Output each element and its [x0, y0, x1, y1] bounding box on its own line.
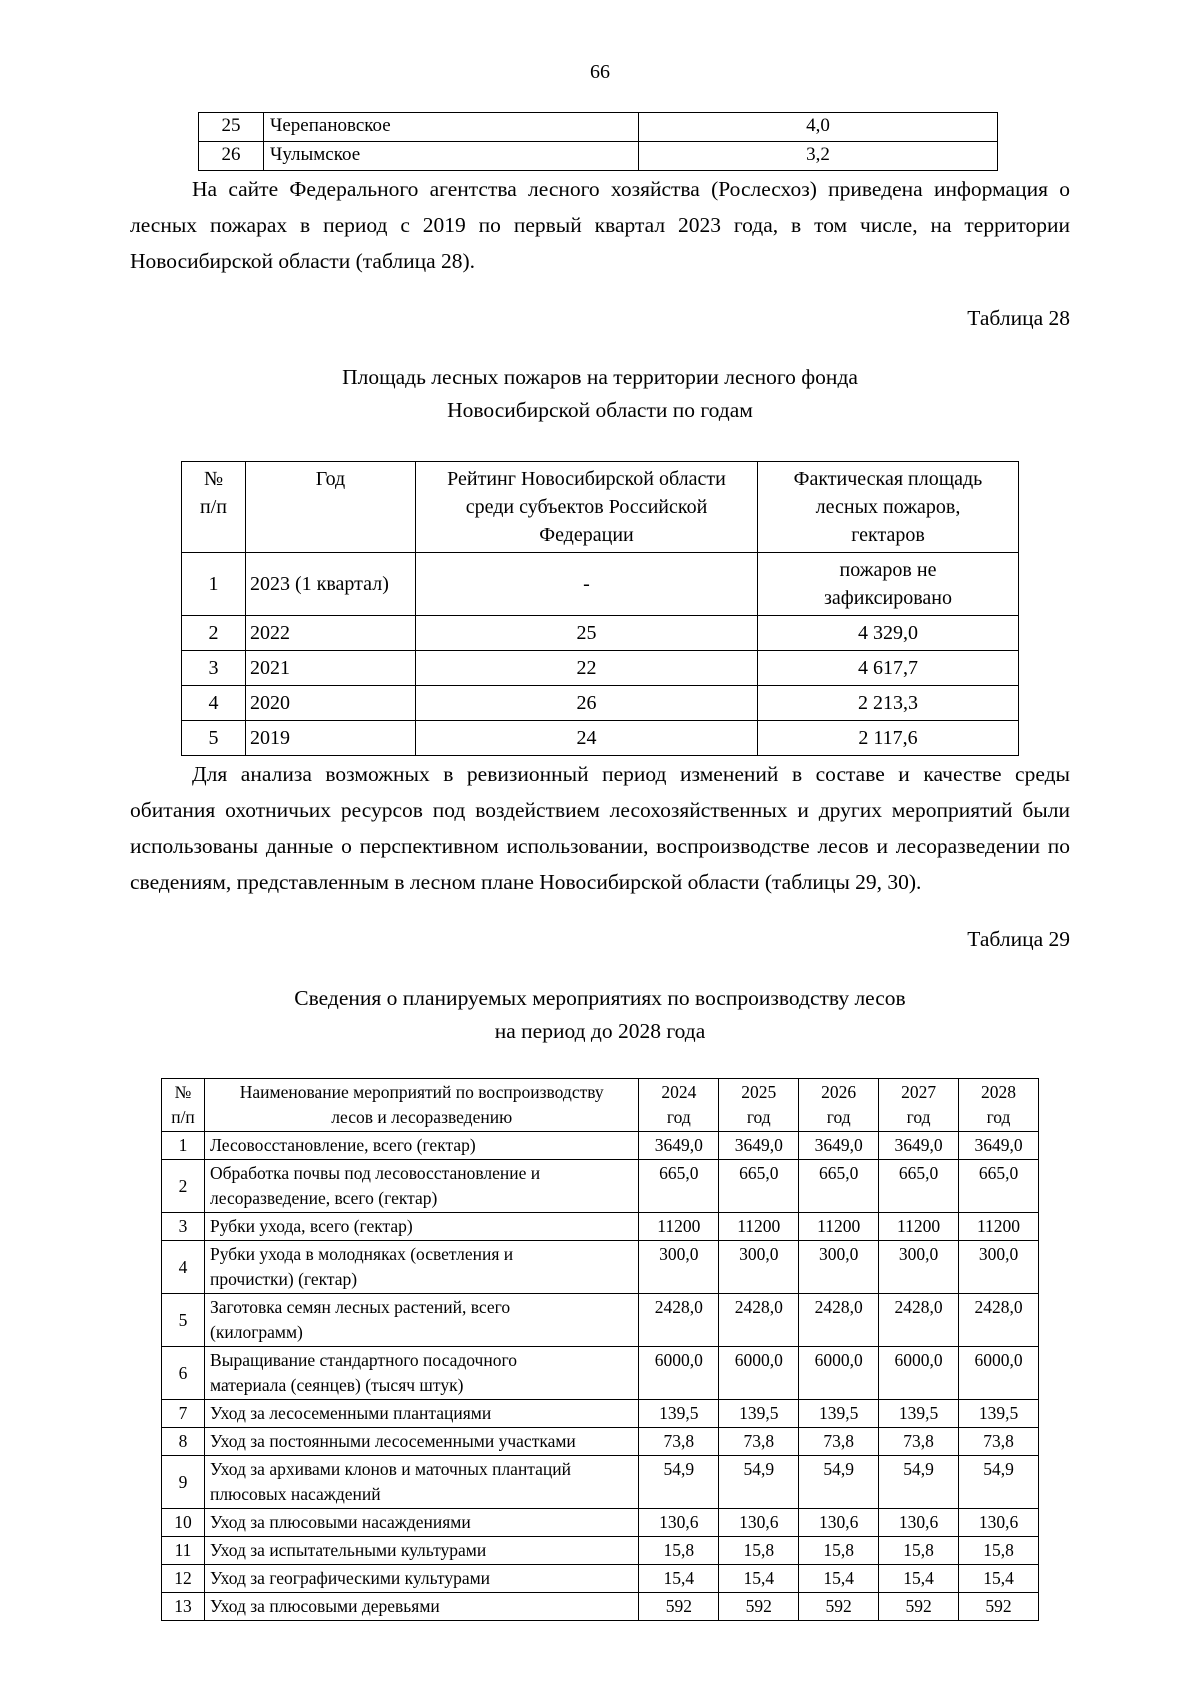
row-measure-name [205, 1213, 639, 1241]
row-value-2024: 592 [639, 1593, 719, 1621]
row-number: 6 [162, 1347, 205, 1400]
row-number: 1 [182, 553, 246, 616]
table-row [162, 1593, 1039, 1621]
row-measure-name [205, 1456, 639, 1509]
row-value-2027: 665,0 [879, 1160, 959, 1213]
header-number-line2: п/п [171, 1107, 195, 1127]
row-value-2025: 15,8 [719, 1537, 799, 1565]
row-value-2024: 130,6 [639, 1509, 719, 1537]
row-value-2027: 3649,0 [879, 1132, 959, 1160]
row-rating: 24 [416, 721, 758, 756]
row-value-2026: 3649,0 [799, 1132, 879, 1160]
table-row [182, 721, 1019, 756]
row-value: 3,2 [639, 142, 998, 171]
row-number: 26 [199, 142, 264, 171]
table-row [182, 553, 1019, 616]
row-number: 4 [182, 686, 246, 721]
row-value-2028: 15,8 [959, 1537, 1039, 1565]
header-year-value: 2026 [821, 1082, 857, 1102]
row-value-2027: 139,5 [879, 1400, 959, 1428]
row-number: 2 [162, 1160, 205, 1213]
table-row [162, 1400, 1039, 1428]
row-value-2024: 665,0 [639, 1160, 719, 1213]
header-cell-year-2028 [959, 1079, 1039, 1132]
row-measure-name [205, 1565, 639, 1593]
header-year-unit: год [746, 1107, 771, 1127]
row-value-2026: 54,9 [799, 1456, 879, 1509]
row-measure-name [205, 1160, 639, 1213]
row-name-line1: Уход за плюсовыми насаждениями [210, 1512, 471, 1532]
row-year: 2020 [246, 686, 416, 721]
table-28-title-line1: Площадь лесных пожаров на территории лесного фонда [342, 365, 858, 389]
row-number: 10 [162, 1509, 205, 1537]
row-value-2024: 139,5 [639, 1400, 719, 1428]
header-cell-year-2024 [639, 1079, 719, 1132]
row-value-2028: 73,8 [959, 1428, 1039, 1456]
row-value-2025: 11200 [719, 1213, 799, 1241]
table-row [162, 1537, 1039, 1565]
row-value-2026: 665,0 [799, 1160, 879, 1213]
table-row [199, 142, 998, 171]
header-cell-number [162, 1079, 205, 1132]
row-rating: - [416, 553, 758, 616]
row-value-2027: 15,8 [879, 1537, 959, 1565]
row-area-line2: зафиксировано [824, 587, 952, 609]
row-value-2024: 3649,0 [639, 1132, 719, 1160]
header-year-value: 2027 [901, 1082, 937, 1102]
row-value-2025: 2428,0 [719, 1294, 799, 1347]
row-number: 3 [162, 1213, 205, 1241]
row-area: 4 329,0 [758, 616, 1019, 651]
row-name-line1: Лесовосстановление, всего (гектар) [210, 1135, 476, 1155]
header-year-value: 2025 [741, 1082, 777, 1102]
row-value-2027: 130,6 [879, 1509, 959, 1537]
row-value-2028: 139,5 [959, 1400, 1039, 1428]
header-year-value: 2024 [661, 1082, 697, 1102]
header-area-line3: гектаров [851, 524, 925, 546]
table-row [182, 616, 1019, 651]
row-value-2027: 6000,0 [879, 1347, 959, 1400]
row-year: 2022 [246, 616, 416, 651]
row-rating: 22 [416, 651, 758, 686]
row-name-line1: Выращивание стандартного посадочного [210, 1350, 517, 1370]
row-value-2025: 3649,0 [719, 1132, 799, 1160]
header-number-line2: п/п [200, 496, 227, 518]
row-measure-name [205, 1400, 639, 1428]
table-row [162, 1132, 1039, 1160]
row-value-2024: 73,8 [639, 1428, 719, 1456]
header-number-line1: № [174, 1082, 192, 1102]
table-28-title-line2: Новосибирской области по годам [447, 398, 753, 422]
header-year-value: 2028 [981, 1082, 1017, 1102]
row-value-2025: 73,8 [719, 1428, 799, 1456]
table-row [162, 1213, 1039, 1241]
row-name-line1: Уход за архивами клонов и маточных плантаций [210, 1459, 572, 1479]
row-area: 4 617,7 [758, 651, 1019, 686]
header-cell-year-2026 [799, 1079, 879, 1132]
row-value-2027: 592 [879, 1593, 959, 1621]
row-area [758, 553, 1019, 616]
header-cell-year-2025 [719, 1079, 799, 1132]
row-value-2026: 2428,0 [799, 1294, 879, 1347]
table-row [182, 651, 1019, 686]
header-rating-line3: Федерации [539, 524, 634, 546]
row-value-2028: 592 [959, 1593, 1039, 1621]
row-number: 12 [162, 1565, 205, 1593]
row-measure-name [205, 1241, 639, 1294]
row-name-line1: Рубки ухода, всего (гектар) [210, 1216, 413, 1236]
row-area: 2 117,6 [758, 721, 1019, 756]
row-value-2028: 665,0 [959, 1160, 1039, 1213]
row-name-line1: Обработка почвы под лесовосстановление и [210, 1163, 541, 1183]
row-number: 13 [162, 1593, 205, 1621]
row-value: 4,0 [639, 113, 998, 142]
row-name-line1: Уход за постоянными лесосеменными участками [210, 1431, 576, 1451]
header-cell-rating [416, 462, 758, 553]
row-value-2027: 15,4 [879, 1565, 959, 1593]
row-measure-name [205, 1347, 639, 1400]
header-cell-measure-name [205, 1079, 639, 1132]
table-row [162, 1456, 1039, 1509]
table-row [162, 1565, 1039, 1593]
row-value-2026: 15,8 [799, 1537, 879, 1565]
row-name-line2: плюсовых насаждений [210, 1484, 381, 1504]
row-value-2024: 6000,0 [639, 1347, 719, 1400]
row-rating: 25 [416, 616, 758, 651]
row-name-line2: материала (сеянцев) (тысяч штук) [210, 1375, 464, 1395]
row-number: 5 [162, 1294, 205, 1347]
table-28-forest-fire-area [181, 461, 1019, 756]
row-value-2028: 300,0 [959, 1241, 1039, 1294]
row-area: 2 213,3 [758, 686, 1019, 721]
row-value-2027: 54,9 [879, 1456, 959, 1509]
row-value-2024: 54,9 [639, 1456, 719, 1509]
table-29-label: Таблица 29 [967, 927, 1070, 951]
header-rating-line2: среди субъектов Российской [465, 496, 708, 518]
table-row [162, 1428, 1039, 1456]
table-29-title-line2: на период до 2028 года [494, 1019, 706, 1043]
row-number: 2 [182, 616, 246, 651]
row-name-line2: (килограмм) [210, 1322, 303, 1342]
row-year: 2021 [246, 651, 416, 686]
row-year: 2023 (1 квартал) [246, 553, 416, 616]
header-area-line1: Фактическая площадь [793, 468, 983, 490]
header-cell-number [182, 462, 246, 553]
row-number: 9 [162, 1456, 205, 1509]
row-value-2025: 15,4 [719, 1565, 799, 1593]
table-29-header-row [162, 1079, 1039, 1132]
table-row [162, 1160, 1039, 1213]
row-name: Чулымское [264, 142, 639, 171]
row-measure-name [205, 1294, 639, 1347]
row-name-line1: Уход за лесосеменными плантациями [210, 1403, 492, 1423]
table-row [162, 1294, 1039, 1347]
table-row [162, 1347, 1039, 1400]
row-number: 5 [182, 721, 246, 756]
row-value-2026: 592 [799, 1593, 879, 1621]
row-value-2024: 300,0 [639, 1241, 719, 1294]
row-measure-name [205, 1428, 639, 1456]
row-number: 25 [199, 113, 264, 142]
page-number: 66 [590, 61, 610, 83]
row-value-2028: 11200 [959, 1213, 1039, 1241]
row-number: 4 [162, 1241, 205, 1294]
table-28-title [130, 361, 1070, 427]
row-value-2026: 130,6 [799, 1509, 879, 1537]
header-cell-year: Год [246, 462, 416, 553]
table-row [199, 113, 998, 142]
row-value-2027: 11200 [879, 1213, 959, 1241]
table-row [182, 686, 1019, 721]
table-29-title [130, 982, 1070, 1048]
header-name-line1: Наименование мероприятий по воспроизводству [239, 1082, 604, 1102]
row-number: 7 [162, 1400, 205, 1428]
row-year: 2019 [246, 721, 416, 756]
row-value-2025: 54,9 [719, 1456, 799, 1509]
header-number-line1: № [203, 468, 224, 490]
row-name-line1: Уход за испытательными культурами [210, 1540, 487, 1560]
row-measure-name [205, 1509, 639, 1537]
row-value-2028: 2428,0 [959, 1294, 1039, 1347]
header-area-line2: лесных пожаров, [815, 496, 961, 518]
row-name-line1: Уход за плюсовыми деревьями [210, 1596, 440, 1616]
row-value-2026: 300,0 [799, 1241, 879, 1294]
row-number: 3 [182, 651, 246, 686]
row-name-line2: лесоразведение, всего (гектар) [210, 1188, 438, 1208]
row-value-2026: 139,5 [799, 1400, 879, 1428]
table-row [162, 1509, 1039, 1537]
table-29-title-line1: Сведения о планируемых мероприятиях по воспроизводству лесов [294, 986, 906, 1010]
header-name-line2: лесов и лесоразведению [331, 1107, 513, 1127]
row-value-2026: 11200 [799, 1213, 879, 1241]
row-value-2024: 15,4 [639, 1565, 719, 1593]
table-29-reforestation-plan [161, 1078, 1039, 1621]
paragraph-analysis-intro: Для анализа возможных в ревизионный период изменений в составе и качестве среды обитания охотничьих ресурсов под воздействием лесохозяйственных и других мероприятий были использованы данные о перспективном использовании, воспроизводстве лесов и лесоразведении по сведениям, представленным в лесном плане Новосибирской области (таблицы 29, 30). [130, 762, 1070, 894]
table-row [162, 1241, 1039, 1294]
row-measure-name [205, 1132, 639, 1160]
row-value-2028: 54,9 [959, 1456, 1039, 1509]
row-value-2026: 15,4 [799, 1565, 879, 1593]
row-value-2028: 3649,0 [959, 1132, 1039, 1160]
paragraph-forest-fires-intro: На сайте Федерального агентства лесного хозяйства (Рослесхоз) приведена информация о лесных пожарах в период с 2019 по первый квартал 2023 года, в том числе, на территории Новосибирской области (таблица 28). [130, 177, 1070, 273]
row-value-2025: 300,0 [719, 1241, 799, 1294]
row-value-2028: 6000,0 [959, 1347, 1039, 1400]
row-value-2025: 139,5 [719, 1400, 799, 1428]
header-cell-area [758, 462, 1019, 553]
row-value-2026: 73,8 [799, 1428, 879, 1456]
row-number: 8 [162, 1428, 205, 1456]
row-value-2024: 11200 [639, 1213, 719, 1241]
header-cell-year-2027 [879, 1079, 959, 1132]
row-name-line1: Заготовка семян лесных растений, всего [210, 1297, 511, 1317]
row-measure-name [205, 1537, 639, 1565]
row-name-line2: прочистки) (гектар) [210, 1269, 358, 1289]
row-name-line1: Уход за географическими культурами [210, 1568, 491, 1588]
row-name: Черепановское [264, 113, 639, 142]
header-year-unit: год [826, 1107, 851, 1127]
row-value-2027: 300,0 [879, 1241, 959, 1294]
row-value-2024: 2428,0 [639, 1294, 719, 1347]
row-value-2025: 592 [719, 1593, 799, 1621]
row-value-2025: 665,0 [719, 1160, 799, 1213]
header-year-unit: год [666, 1107, 691, 1127]
table-28-header-row [182, 462, 1019, 553]
row-number: 11 [162, 1537, 205, 1565]
row-value-2028: 15,4 [959, 1565, 1039, 1593]
row-rating: 26 [416, 686, 758, 721]
row-value-2025: 6000,0 [719, 1347, 799, 1400]
header-rating-line1: Рейтинг Новосибирской области [447, 468, 726, 490]
table-28-label: Таблица 28 [967, 306, 1070, 330]
row-value-2024: 15,8 [639, 1537, 719, 1565]
continued-forestry-table [198, 112, 998, 171]
header-year-unit: год [986, 1107, 1011, 1127]
row-area-line1: пожаров не [839, 559, 937, 581]
row-value-2025: 130,6 [719, 1509, 799, 1537]
row-measure-name [205, 1593, 639, 1621]
row-value-2027: 73,8 [879, 1428, 959, 1456]
row-name-line1: Рубки ухода в молодняках (осветления и [210, 1244, 514, 1264]
row-value-2027: 2428,0 [879, 1294, 959, 1347]
row-value-2026: 6000,0 [799, 1347, 879, 1400]
row-value-2028: 130,6 [959, 1509, 1039, 1537]
header-year-unit: год [906, 1107, 931, 1127]
row-number: 1 [162, 1132, 205, 1160]
